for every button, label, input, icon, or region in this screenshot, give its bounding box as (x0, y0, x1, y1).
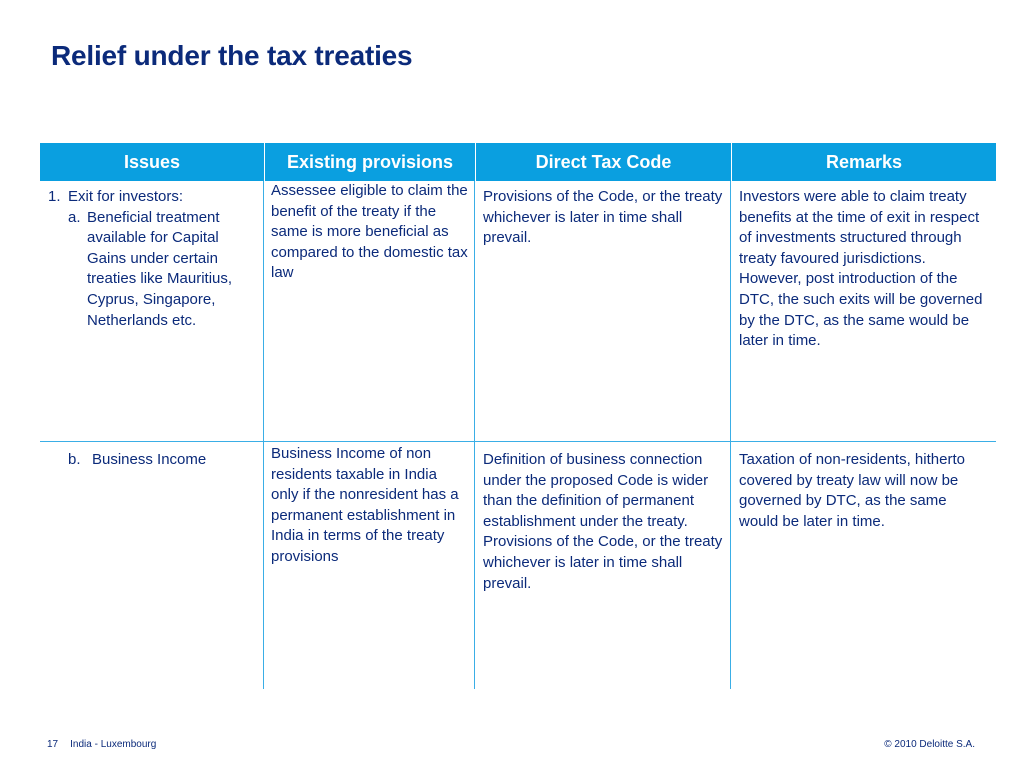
footer-left (47, 739, 156, 750)
table-row-1-remarks: Investors were able to claim treaty benefits at the time of exit in respect of investments structured through treaty favoured jurisdictions. However, post introduction of the DTC, the such exits will be governed by the DTC, as the same would be later in time. (739, 188, 983, 350)
row-divider (40, 441, 996, 442)
issue-main-text: Exit for investors: (68, 188, 184, 205)
header-remarks: Remarks (731, 143, 996, 181)
table-row-2-issues (48, 450, 258, 471)
table-row-1-dtc: Provisions of the Code, or the treaty whichever is later in time shall prevail. (483, 188, 723, 247)
tax-treaty-table (40, 143, 996, 689)
issue-sub-letter: a. (68, 208, 81, 226)
issue-sub-text: Business Income (92, 451, 207, 468)
table-header-row (40, 143, 996, 181)
header-existing-provisions: Existing provisions (264, 143, 475, 181)
table-row-2-remarks: Taxation of non-residents, hitherto covered by treaty law will now be governed by DTC, as the same would be later in time. (739, 451, 965, 530)
table-row-2-existing: Business Income of non residents taxable in India only if the nonresident has a permanent establishment in India in terms of the treaty provisions (271, 445, 459, 565)
table-row-1-existing: Assessee eligible to claim the benefit of the treaty if the same is more beneficial as compared to the domestic tax law (271, 182, 468, 282)
table-row-1-issues (48, 187, 258, 331)
column-divider (730, 181, 731, 689)
issue-sub-letter: b. (68, 451, 81, 468)
slide-title: Relief under the tax treaties (51, 40, 413, 71)
issue-sub-text: Beneficial treatment available for Capital Gains under certain treaties like Mauritius, Cyprus, Singapore, Netherlands etc. (87, 208, 233, 329)
page-number: 17 (47, 739, 59, 750)
column-divider (263, 181, 264, 689)
footer-label: India - Luxembourg (70, 739, 157, 750)
footer-copyright: © 2010 Deloitte S.A. (884, 739, 975, 750)
header-issues: Issues (123, 152, 181, 172)
header-direct-tax-code: Direct Tax Code (475, 143, 731, 181)
column-divider (474, 181, 475, 689)
table-row-2-dtc: Definition of business connection under the proposed Code is wider than the definition of permanent establishment under the treaty. Provisions of the Code, or the treaty whichever is later in time shall prevail. (483, 451, 723, 592)
issue-number: 1. (48, 188, 61, 205)
